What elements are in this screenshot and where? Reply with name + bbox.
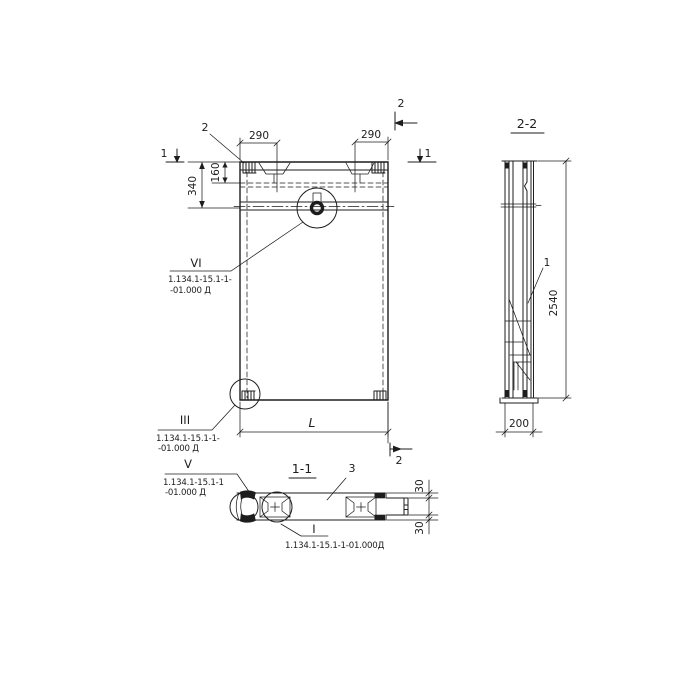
callout-3-leader [327,478,346,500]
side-joint-lines [501,204,541,207]
section-marker-1-right-lines [408,149,436,162]
detail-vi-doc-line2: -01.000 Д [170,286,211,296]
lifting-recesses [259,163,374,183]
callout-1-leader [528,268,543,303]
detail-vi-doc-line1: 1.134.1-15.1-1- [168,275,232,285]
anchor-mark-bottom-left [242,391,255,400]
side-view-title: 2-2 [516,116,538,131]
section-arrow-right [393,446,402,453]
detail-vi-numeral: VI [190,256,202,270]
detail-label-vi [168,222,303,296]
side-vertical-edges [505,161,534,398]
dim-30-bottom: 30 [414,521,426,535]
dim-340-arrow-down [199,201,205,208]
section-view [230,461,438,535]
side-anchor-top-left [506,163,510,169]
detail-v-numeral: V [184,457,192,471]
front-view [230,162,394,409]
hidden-lines [240,172,388,398]
section-marker-1-right: 1 [424,147,432,160]
callout-3-label: 3 [348,462,356,475]
dim-30-lines [387,480,438,534]
void-insert-left [260,497,290,517]
detail-label-i [281,522,385,551]
section-left-anchor-top [240,490,256,499]
detail-iii-leader [158,405,235,430]
detail-label-v [163,457,252,498]
dim-160-arrow-up [222,162,227,168]
section-right-neck [386,493,408,520]
sleeve-ring [312,203,323,214]
callout-1-label: 1 [543,257,551,269]
section-marker-1-left: 1 [160,147,168,160]
callout-2-label: 2 [201,121,209,134]
anchor-mark-bottom-right [374,391,386,400]
dim-290-right: 290 [360,129,382,141]
dim-340-arrow-up [199,162,205,169]
section-marker-2-bottom: 2 [395,454,403,467]
dim-2540: 2540 [548,289,560,317]
dim-30-top: 30 [414,479,426,493]
detail-iii-doc-line2: -01.000 Д [158,444,199,454]
detail-label-iii [156,405,235,454]
side-outline [500,161,538,403]
side-anchor-bottom-left [506,390,510,397]
section-right-anchor-bottom [375,515,386,520]
dim-160-arrow-down [222,178,227,184]
dim-340: 340 [187,175,199,197]
section-marker-2-top-lines [395,112,417,130]
detail-v-doc-line2: -01.000 Д [165,488,206,498]
void-insert-right [346,497,376,517]
detail-iii-doc-line1: 1.134.1-15.1-1- [156,434,220,444]
section-view-title: 1-1 [291,461,313,476]
side-anchor-bottom-right [524,390,528,397]
section-marker-1-left-lines [166,149,184,162]
detail-v-doc-line1: 1.134.1-15.1-1 [163,478,224,488]
dim-length: L [308,415,316,430]
dim-2540-lines [538,158,571,401]
callout-2-leader [210,134,244,163]
panel-outline [240,162,388,400]
side-view [496,116,571,437]
detail-iii-numeral: III [179,413,191,427]
detail-i-leader [281,524,328,536]
anchor-mark-top-left [243,162,256,173]
side-notched-edge [525,161,528,398]
section-right-anchor-top [375,493,386,498]
dim-160: 160 [210,162,222,183]
detail-i-doc-line: 1.134.1-15.1-1-01.000Д [285,541,385,551]
dim-290-left: 290 [248,130,270,142]
side-anchor-top-right [524,163,528,169]
sleeve-channel [313,193,321,201]
section-marker-2-top: 2 [397,97,405,110]
dim-200: 200 [508,418,530,430]
detail-i-numeral: I [312,522,316,536]
